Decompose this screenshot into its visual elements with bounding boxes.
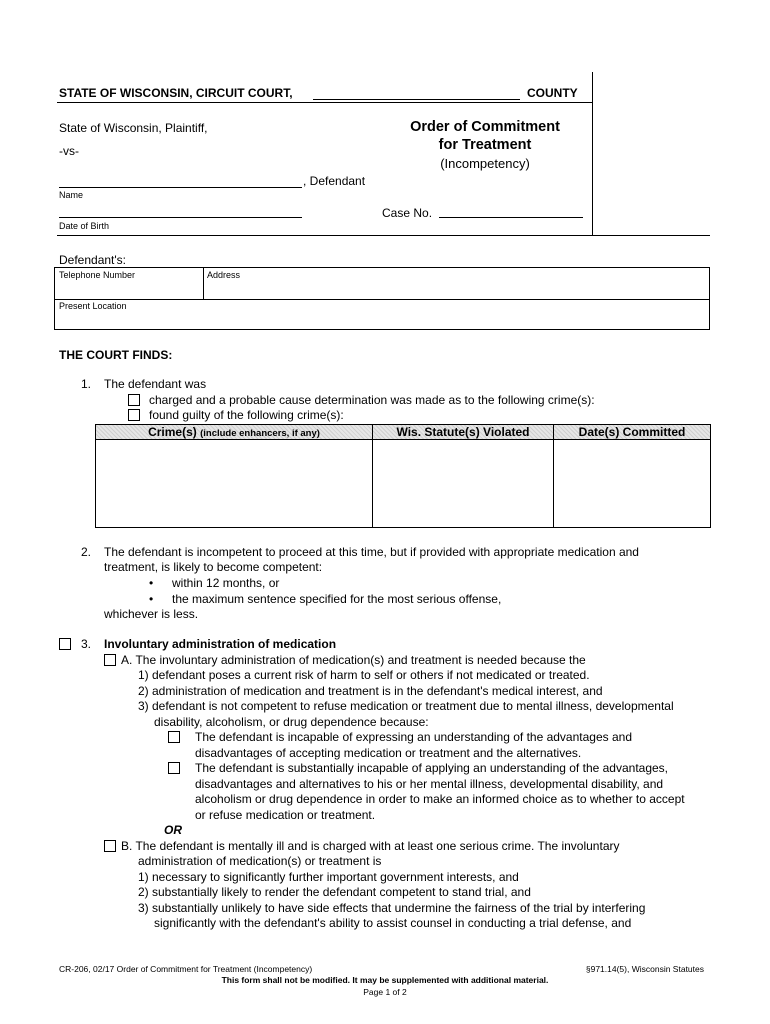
defendants-heading: Defendant's:	[59, 253, 127, 267]
form-id: CR-206, 02/17 Order of Commitment for Treatment (Incompetency)	[59, 964, 313, 974]
item2-number: 2.	[81, 545, 92, 559]
form-subtitle: (Incompetency)	[440, 156, 530, 171]
present-location-field[interactable]: Present Location	[59, 301, 127, 311]
item3-title: Involuntary administration of medication	[104, 637, 337, 651]
option-a-lead: A. The involuntary administration of medication(s) and treatment is needed because the	[121, 653, 586, 667]
case-no-label: Case No.	[382, 206, 433, 220]
bullet-icon: •	[149, 592, 154, 606]
incapable-expressing-line2: disadvantages of accepting medication or treatment and the alternatives.	[195, 746, 582, 760]
page-number: Page 1 of 2	[363, 987, 407, 997]
caption-divider	[592, 72, 593, 236]
option-b-3: 3) substantially unlikely to have side effects that undermine the fairness of the trial by interfering	[138, 901, 646, 915]
option-a-3-cont: disability, alcoholism, or drug dependence because:	[154, 715, 429, 729]
found-guilty-option-text: found guilty of the following crime(s):	[149, 408, 344, 422]
statute-reference: §971.14(5), Wisconsin Statutes	[585, 964, 704, 974]
option-a-2: 2) administration of medication and treatment is in the defendant's medical interest, and	[138, 684, 603, 698]
incapable-applying-line1: The defendant is substantially incapable of applying an understanding of the advantages,	[195, 761, 669, 775]
form-title-line1: Order of Commitment	[410, 119, 560, 135]
item1-lead: The defendant was	[104, 377, 207, 391]
crimes-col-title: Crime(s)	[148, 425, 197, 439]
option-b-checkbox[interactable]	[104, 840, 116, 852]
crimes-cell[interactable]	[96, 440, 372, 527]
name-label: Name	[59, 190, 84, 200]
option-a-1: 1) defendant poses a current risk of harm to self or others if not medicated or treated.	[138, 668, 590, 682]
versus-label: -vs-	[59, 144, 79, 158]
dates-cell[interactable]	[554, 440, 710, 527]
item2-bullet1: within 12 months, or	[172, 576, 280, 590]
option-a-checkbox[interactable]	[104, 654, 116, 666]
court-finds-heading: THE COURT FINDS:	[59, 348, 173, 362]
charged-option-text: charged and a probable cause determination was made as to the following crime(s):	[149, 393, 595, 407]
statutes-cell[interactable]	[373, 440, 553, 527]
case-no-line[interactable]	[439, 217, 583, 218]
incapable-expressing-line1: The defendant is incapable of expressing an understanding of the advantages and	[195, 730, 632, 744]
court-header: STATE OF WISCONSIN, CIRCUIT COURT,	[59, 86, 293, 100]
dob-label: Date of Birth	[59, 221, 110, 231]
item2-line2: treatment, is likely to become competent:	[104, 560, 323, 574]
county-name-line[interactable]	[313, 99, 520, 100]
item3-checkbox[interactable]	[59, 638, 71, 650]
item1-number: 1.	[81, 377, 92, 391]
option-b-1: 1) necessary to significantly further important government interests, and	[138, 870, 519, 884]
option-b-2: 2) substantially likely to render the defendant competent to stand trial, and	[138, 885, 531, 899]
charged-checkbox[interactable]	[128, 394, 140, 406]
crimes-col-header	[96, 425, 372, 439]
form-title-line2: for Treatment	[438, 137, 532, 153]
defendant-name-line[interactable]	[59, 187, 302, 188]
statutes-col-header: Wis. Statute(s) Violated	[396, 425, 530, 439]
option-a-3: 3) defendant is not competent to refuse medication or treatment due to mental illness, developmental	[138, 699, 674, 713]
crimes-table	[95, 424, 711, 528]
option-b-lead: B. The defendant is mentally ill and is charged with at least one serious crime. The involuntary	[121, 839, 620, 853]
incapable-applying-line4: or refuse medication or treatment.	[195, 808, 376, 822]
incapable-expressing-checkbox[interactable]	[168, 731, 180, 743]
bullet-icon: •	[149, 576, 154, 590]
info-box-row-divider	[55, 299, 709, 300]
plaintiff-label: State of Wisconsin, Plaintiff,	[59, 121, 208, 135]
incapable-applying-line3: alcoholism or drug dependence in order to make an informed choice as to whether to accept	[195, 792, 685, 806]
item2-bullet2: the maximum sentence specified for the most serious offense,	[172, 592, 502, 606]
defendant-suffix: , Defendant	[303, 174, 366, 188]
item2-line3: whichever is less.	[104, 607, 199, 621]
modification-notice: This form shall not be modified. It may be supplemented with additional material.	[221, 975, 549, 985]
crimes-col-note: (include enhancers, if any)	[200, 428, 320, 439]
address-field[interactable]: Address	[207, 270, 241, 280]
info-box-divider	[203, 268, 204, 299]
item2-line1: The defendant is incompetent to proceed at this time, but if provided with appropriate medication and	[104, 545, 639, 559]
option-b-3-cont: significantly with the defendant's ability to assist counsel in conducting a trial defense, and	[154, 916, 632, 930]
defendant-info-box	[54, 267, 710, 330]
incapable-applying-checkbox[interactable]	[168, 762, 180, 774]
incapable-applying-line2: disadvantages and alternatives to his or her mental illness, developmental disability, and	[195, 777, 664, 791]
dates-col-header: Date(s) Committed	[578, 425, 686, 439]
county-label: COUNTY	[527, 86, 578, 100]
found-guilty-checkbox[interactable]	[128, 409, 140, 421]
option-b-lead-cont: administration of medication(s) or treatment is	[138, 854, 382, 868]
or-label: OR	[164, 823, 182, 837]
caption-bottom-rule	[57, 235, 710, 236]
header-rule	[57, 102, 593, 103]
item3-number: 3.	[81, 637, 92, 651]
dob-line[interactable]	[59, 217, 302, 218]
telephone-field[interactable]: Telephone Number	[59, 270, 136, 280]
